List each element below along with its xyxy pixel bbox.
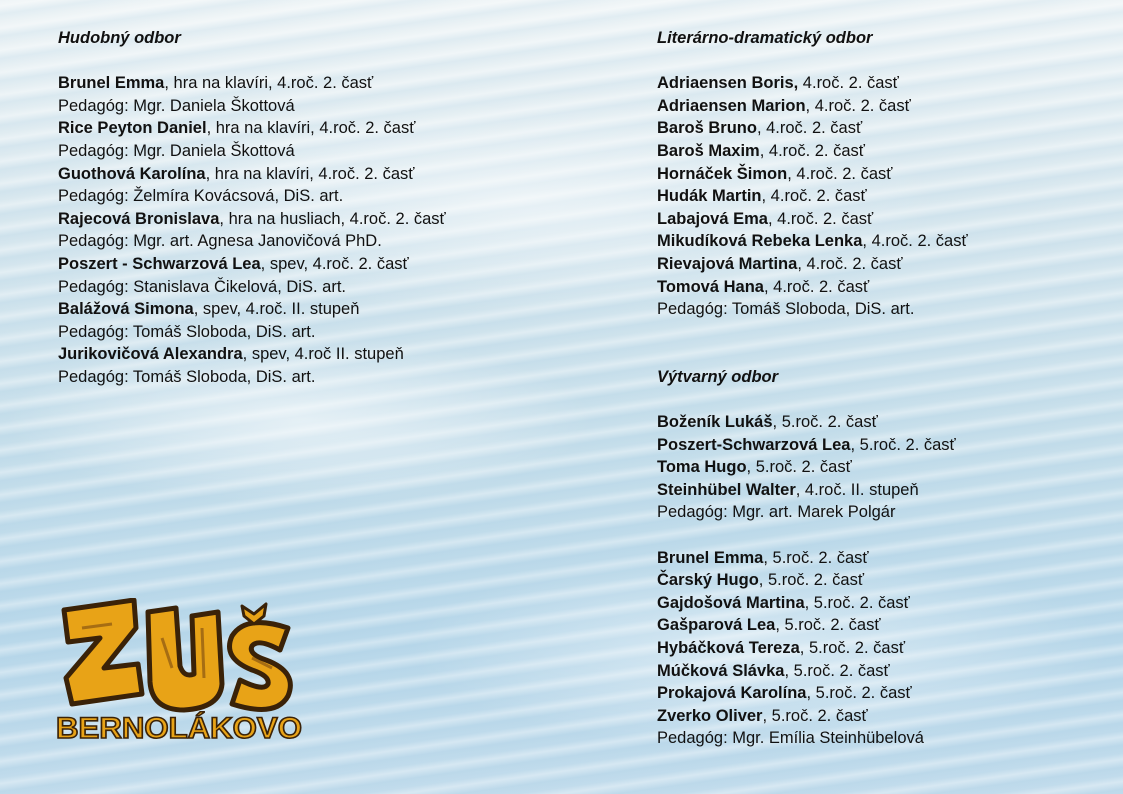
student-name: Prokajová Karolína xyxy=(657,684,807,703)
spacer xyxy=(657,50,1097,73)
student-name: Múčková Slávka xyxy=(657,661,785,680)
student-name: Mikudíková Rebeka Lenka xyxy=(657,232,863,251)
spacer xyxy=(58,50,578,73)
logo-letter-s xyxy=(230,623,291,710)
student-entry xyxy=(58,343,578,366)
spacer xyxy=(657,321,1097,344)
music-department-column xyxy=(58,27,578,389)
student-detail: , 4.roč. 2. časť xyxy=(756,119,863,138)
student-name: Gajdošová Martina xyxy=(657,593,805,612)
student-detail: , 5.roč. 2. časť xyxy=(784,661,890,680)
student-entry xyxy=(657,705,1097,728)
student-entry xyxy=(657,230,1097,253)
student-entry xyxy=(657,614,1097,637)
right-column xyxy=(657,27,1097,750)
student-name: Baroš Bruno xyxy=(657,119,757,138)
student-detail: , 5.roč. 2. časť xyxy=(758,571,865,590)
student-detail: , 5.roč. 2. časť xyxy=(804,593,910,612)
student-name: Adriaensen Marion xyxy=(657,96,806,115)
student-detail: , hra na klavíri, 4.roč. 2. časť xyxy=(164,74,374,93)
student-entry xyxy=(58,72,578,95)
student-detail: , 5.roč. 2. časť xyxy=(762,706,868,725)
teacher-line: Pedagóg: Mgr. art. Agnesa Janovičová PhD. xyxy=(58,232,382,251)
student-entry xyxy=(657,253,1097,276)
logo-zus-letters xyxy=(64,600,290,710)
teacher-line: Pedagóg: Želmíra Kovácsová, DiS. art. xyxy=(58,187,344,206)
literary-student-list xyxy=(657,72,1097,321)
student-detail: , 5.roč. 2. časť xyxy=(850,435,956,454)
teacher-line: Pedagóg: Tomáš Sloboda, DiS. art. xyxy=(657,300,915,319)
logo-graphic xyxy=(52,598,307,748)
student-entry xyxy=(657,163,1097,186)
student-detail: , hra na klavíri, 4.roč. 2. časť xyxy=(205,164,415,183)
student-detail: , 4.roč. 2. časť xyxy=(761,187,867,206)
student-name: Poszert-Schwarzová Lea xyxy=(657,435,851,454)
art-department-heading: Výtvarný odbor xyxy=(657,367,779,386)
student-entry xyxy=(657,434,1097,457)
logo-letter-u xyxy=(148,608,222,710)
music-department-heading: Hudobný odbor xyxy=(58,29,181,47)
student-detail: , 5.roč. 2. časť xyxy=(763,548,869,567)
student-name: Baroš Maxim xyxy=(657,141,760,160)
teacher-line: Pedagóg: Stanislava Čikelová, DiS. art. xyxy=(58,277,346,296)
student-entry xyxy=(58,208,578,231)
teacher-line: Pedagóg: Mgr. Daniela Škottová xyxy=(58,141,295,160)
student-detail: , spev, 4.roč. 2. časť xyxy=(260,254,409,273)
student-detail: , 5.roč. 2. časť xyxy=(799,639,906,658)
student-detail: , 4.roč. 2. časť xyxy=(862,232,968,251)
student-name: Rice Peyton Daniel xyxy=(58,119,207,138)
student-entry xyxy=(657,95,1097,118)
student-entry xyxy=(657,276,1097,299)
student-detail: , 5.roč. 2. časť xyxy=(806,684,912,703)
student-detail: , 5.roč. 2. časť xyxy=(775,616,881,635)
student-detail: , hra na husliach, 4.roč. 2. časť xyxy=(219,209,446,228)
student-entry xyxy=(58,298,578,321)
student-name: Gašparová Lea xyxy=(657,616,776,635)
student-entry xyxy=(657,411,1097,434)
student-detail: , spev, 4.roč II. stupeň xyxy=(242,345,404,364)
spacer xyxy=(657,389,1097,412)
student-detail: , 5.roč. 2. časť xyxy=(772,413,878,432)
student-name: Tomová Hana xyxy=(657,277,764,296)
student-name: Jurikovičová Alexandra xyxy=(58,345,243,364)
student-entry xyxy=(657,682,1097,705)
teacher-line: Pedagóg: Mgr. Daniela Škottová xyxy=(58,96,295,115)
student-entry xyxy=(657,456,1097,479)
student-detail: , 5.roč. 2. časť xyxy=(746,458,852,477)
student-detail: , hra na klavíri, 4.roč. 2. časť xyxy=(206,119,416,138)
student-entry xyxy=(657,569,1097,592)
student-detail: , spev, 4.roč. II. stupeň xyxy=(193,300,360,319)
student-entry xyxy=(657,72,1097,95)
student-name: Hornáček Šimon xyxy=(657,164,788,183)
student-entry xyxy=(657,660,1097,683)
teacher-line: Pedagóg: Mgr. Emília Steinhübelová xyxy=(657,729,924,748)
student-name: Adriaensen Boris, xyxy=(657,74,799,93)
art-student-list-2 xyxy=(657,547,1097,750)
student-name: Poszert - Schwarzová Lea xyxy=(58,254,261,273)
spacer xyxy=(657,524,1097,547)
zus-bernolakovo-logo xyxy=(52,598,307,748)
teacher-line: Pedagóg: Tomáš Sloboda, DiS. art. xyxy=(58,322,316,341)
logo-bernolakovo-text: BERNOLÁKOVO xyxy=(56,712,293,745)
student-name: Brunel Emma xyxy=(58,74,165,93)
student-name: Boženík Lukáš xyxy=(657,413,773,432)
student-name: Steinhübel Walter xyxy=(657,480,796,499)
art-student-list-1 xyxy=(657,411,1097,524)
student-detail: , 4.roč. 2. časť xyxy=(763,277,870,296)
student-name: Guothová Karolína xyxy=(58,164,206,183)
student-detail: 4.roč. 2. časť xyxy=(798,74,899,93)
student-detail: , 4.roč. 2. časť xyxy=(805,96,911,115)
student-name: Toma Hugo xyxy=(657,458,747,477)
student-name: Hudák Martin xyxy=(657,187,762,206)
teacher-line: Pedagóg: Tomáš Sloboda, DiS. art. xyxy=(58,367,316,386)
music-student-list xyxy=(58,72,578,388)
student-name: Rajecová Bronislava xyxy=(58,209,220,228)
student-name: Brunel Emma xyxy=(657,548,764,567)
student-entry xyxy=(58,117,578,140)
student-detail: , 4.roč. 2. časť xyxy=(767,209,874,228)
teacher-line: Pedagóg: Mgr. art. Marek Polgár xyxy=(657,503,896,522)
student-entry xyxy=(657,479,1097,502)
literary-department-heading: Literárno-dramatický odbor xyxy=(657,29,873,47)
student-entry xyxy=(58,253,578,276)
logo-letter-z xyxy=(64,600,142,704)
spacer xyxy=(657,343,1097,366)
student-name: Hybáčková Tereza xyxy=(657,639,800,658)
student-detail: , 4.roč. 2. časť xyxy=(759,141,865,160)
student-entry xyxy=(657,117,1097,140)
student-name: Čarský Hugo xyxy=(657,571,759,590)
student-detail: , 4.roč. 2. časť xyxy=(797,254,903,273)
student-name: Rievajová Martina xyxy=(657,254,798,273)
student-detail: , 4.roč. 2. časť xyxy=(787,164,893,183)
student-entry xyxy=(657,185,1097,208)
student-detail: , 4.roč. II. stupeň xyxy=(795,480,919,499)
student-entry xyxy=(657,592,1097,615)
student-name: Balážová Simona xyxy=(58,300,194,319)
student-name: Labajová Ema xyxy=(657,209,768,228)
student-entry xyxy=(657,140,1097,163)
student-entry xyxy=(58,163,578,186)
student-name: Zverko Oliver xyxy=(657,706,763,725)
student-entry xyxy=(657,637,1097,660)
student-entry xyxy=(657,547,1097,570)
student-entry xyxy=(657,208,1097,231)
